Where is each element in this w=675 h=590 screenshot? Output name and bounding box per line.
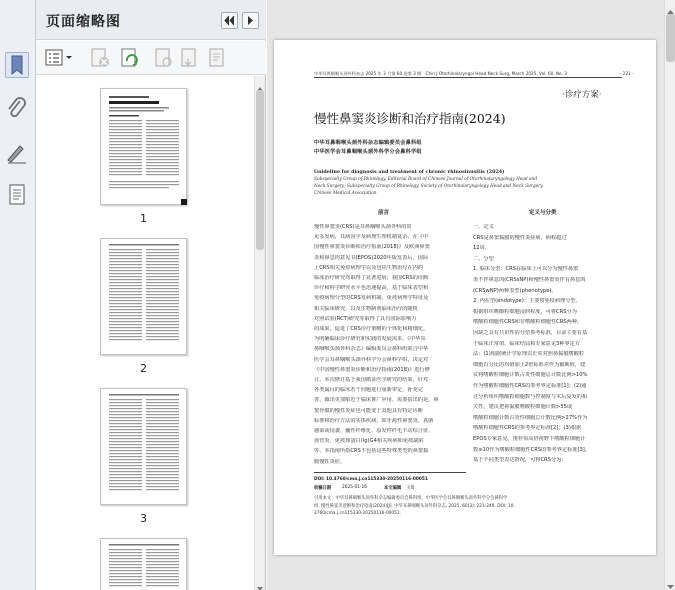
body-text-line: 1. 临床分型：CRS在临床上可以分为慢性鼻窦 (473, 266, 579, 273)
body-text-line: 《中国慢性鼻窦炎诊断和治疗指南(2018)》进行修 (314, 366, 430, 373)
page-properties-icon (206, 47, 228, 69)
document-page (274, 40, 656, 555)
body-text-line: 上CRS相关免疫病理学以及包括生物治疗在内的 (314, 264, 424, 271)
body-text-line: 过分析组织嗜酸粒细胞数与控制度与术后复发的相 (473, 393, 588, 400)
body-text-line: 慢性鼻窦炎(CRS)是耳鼻咽喉头颈外科的常 (314, 224, 412, 230)
page-thumbnail-4[interactable] (100, 538, 187, 590)
left-sidebar-toolbar (0, 0, 36, 590)
body-text-line: 嗜酸粒细胞性CRS的参考界定标准[2]；(3)根据 (473, 425, 582, 432)
thumbnail-label-3: 3 (140, 512, 147, 525)
thumbnail-options-icon (44, 47, 74, 69)
thumbnail-label-1: 1 (140, 212, 147, 225)
footer-received: 2025-01-16 (342, 485, 367, 490)
extract-page-icon (178, 47, 200, 69)
chevron-right-icon (243, 13, 258, 28)
running-header-right: · 221 · (620, 71, 634, 76)
body-text-line: 免疫病理分型的CRS发病机制、免疫病理学特征及 (314, 295, 429, 302)
section-tag: ·诊疗方案· (562, 90, 602, 100)
footer-citation-2: 组. 慢性鼻窦炎诊断和治疗指南(2024)[J]. 中华耳鼻咽喉头颈外科杂志, 2025, 60(3): 221-249. DOI: 10. (314, 504, 515, 509)
body-text-line: 细胞百分比的均值加上2倍标准差作为截断值，建 (473, 361, 586, 368)
panel-header (36, 0, 266, 40)
body-text-line: EPOS专家意见，推荐每高倍视野下嗜酸粒细胞计 (473, 436, 586, 442)
page-thumbnail-2[interactable] (100, 238, 187, 355)
body-text-line: 各类属目的临床若干问题进行重新审定，补充完 (314, 387, 423, 394)
body-text-line: 鼻咽喉头颈外科杂志》编辑委员会鼻科组联合中华 (314, 346, 429, 353)
body-text-line: 作为嗜酸粒细胞性CRS的参考界定标准[1]；(2)通 (473, 383, 587, 389)
body-text-line: 炎和鼻息肉意见书(EPOS)2020年版发表后，国际 (314, 254, 429, 261)
insert-page-button[interactable] (152, 47, 174, 69)
footer-doi: DOI: 10.3760/cma.j.cn115330-20250116-00051 (314, 477, 428, 482)
body-text-line: 标准和治疗方法的实体疾病，如牙源性鼻窦炎、真菌 (314, 417, 434, 424)
footer-citation-1: 引用本文：中华耳鼻咽喉头颈外科杂志编辑委员会鼻科组，中华医学会耳鼻咽喉头颈外科学分会鼻科学 (314, 496, 508, 501)
body-text-line: 临床治疗研究均取得了显著进展；我国CRS的诊断 (314, 275, 429, 281)
body-text-line: 善，做出更加贴近于临床推广应用。需要指出的是，鼻 (314, 397, 439, 404)
thumbnail-scrollbar[interactable] (254, 76, 265, 590)
bookmark-icon[interactable] (5, 52, 29, 78)
page-thumbnail-1[interactable] (100, 88, 187, 205)
document-view[interactable] (267, 0, 664, 590)
rotate-page-icon (118, 47, 142, 69)
footer-rule (314, 472, 466, 473)
delete-page-icon (88, 47, 112, 69)
doc-scroll-down-arrow-icon[interactable] (666, 577, 675, 586)
authors-line-1: 中华耳鼻咽喉头颈外科杂志编辑委员会鼻科组 (314, 140, 422, 146)
english-authors-3: Chinese Medical Association (314, 191, 377, 196)
document-scrollbar[interactable] (664, 0, 675, 590)
body-text-line: 2. 内在型(endotype)：主要按免疫病理分型。 (473, 298, 581, 305)
page-thumbnail-3[interactable] (100, 388, 187, 505)
thumbnail-list (45, 76, 250, 590)
rotate-page-button[interactable] (118, 47, 142, 69)
english-authors-2: Neck Surgery; Subspecialty Group of Rhinology, Society of Otorhinolaryngology Head and Neck Surgery, (314, 184, 544, 189)
delete-page-button[interactable] (88, 47, 112, 69)
body-text-line: 数≥10作为嗜酸粒细胞性CRS的参考界定标准[3]。 (473, 446, 591, 453)
current-page-marker (181, 199, 187, 205)
body-text-line: 感染或侵袭、囊性纤维化、原发性纤毛不动综合征、 (314, 428, 434, 434)
doc-scroll-thumb[interactable] (666, 14, 675, 62)
attachment-icon[interactable] (5, 96, 29, 122)
thumbnail-label-2: 2 (140, 362, 147, 375)
body-text-line: 为明确临床诊疗研究和实践的发展需求，《中华耳 (314, 336, 426, 343)
body-text-line: 对照试验(RCT)研究等取得了具有国际影响力 (314, 315, 417, 322)
footer-citation-3: 3760/cma.j.cn115330-20250116-00051. (314, 511, 401, 516)
authors-line-2: 中华医学会耳鼻咽喉头颈外科学分会鼻科学组 (314, 149, 422, 155)
body-text-line: 议将嗜酸粒细胞计数占炎性细胞总计数比例>10% (473, 372, 588, 379)
body-text-line: 膜慢性炎症。 (314, 458, 346, 465)
body-text-line: 见多发病，其病因学及病理生理机制复杂。在《中 (314, 234, 429, 241)
doc-scroll-up-arrow-icon[interactable] (666, 2, 675, 11)
body-text-line: CRS是鼻窦黏膜的慢性炎症病，病程超过 (473, 234, 567, 241)
running-header-left: 中华耳鼻咽喉头颈外科杂志 2025 年 3 月第 60 卷第 3 期 Chin J Otorhinolaryngol Head Neck Surg, March 2025, Vol. 60, No. 3 (314, 71, 567, 76)
body-text-line: 关性，建议把鼻黏膜嗜酸粒细胞计数>55或 (473, 404, 573, 411)
body-text-line: 法：(1)根据统计学原理以正常对照鼻黏膜嗜酸粒 (473, 351, 585, 358)
expand-panel-button[interactable] (242, 12, 259, 29)
footer-editor-label: 本文编辑 (384, 486, 402, 491)
right-section-heading: 定义与分类 (529, 210, 557, 216)
body-text-line: 12周。 (473, 245, 490, 252)
collapse-panel-button[interactable] (221, 12, 238, 29)
body-text-line: 一、定义 (473, 224, 494, 230)
insert-page-icon (152, 47, 174, 69)
signature-icon[interactable] (5, 140, 29, 166)
english-authors-1: Subspecialty Group of Rhinology, Editorial Board of Chinese Journal of Otorhinolaryngology Head and (314, 177, 538, 182)
body-text-line: 嗜酸粒细胞性CRS和非嗜酸粒细胞性CRS两种， (473, 319, 583, 326)
extract-page-button[interactable] (178, 47, 200, 69)
body-text-line: 订。本次修订基于我国循证医学研究的结果，针对 (314, 377, 429, 383)
body-text-line: 二、分型 (473, 255, 494, 262)
body-text-line: 嗜酸粒细胞计数占炎性细胞总计数比例>27%作为 (473, 414, 588, 421)
thumbnail-options-button[interactable] (44, 47, 74, 69)
body-text-line: 根据组织嗜酸粒细胞浸润程度，可将CRS分为 (473, 308, 577, 315)
panel-title: 页面缩略图 (46, 14, 121, 30)
body-text-line: 医学会耳鼻咽喉头颈外科学分会鼻科学组，决定对 (314, 356, 429, 363)
header-rule (314, 77, 622, 78)
thumbnail-panel (36, 0, 266, 590)
body-text-line: 的成果，促进了CRS诊疗策略的个体化和精细化。 (314, 326, 429, 332)
page-properties-button[interactable] (206, 47, 228, 69)
body-text-line: 相关临床研究，以及生物制剂临床治疗的随机 (314, 305, 418, 312)
body-text-line: 炎不伴鼻息肉(CRSsNP)和慢性鼻窦炎伴有鼻息肉 (473, 277, 586, 283)
scroll-down-arrow-icon[interactable] (256, 578, 264, 586)
body-text-line: 国慢性鼻窦炎诊断和治疗指南(2018)》及欧洲鼻窦 (314, 244, 430, 251)
body-text-line: 因缺乏具有共识性的分型参考标准，目前主要有基 (473, 330, 588, 336)
body-text-line: 等，本指南所指CRS不包括这些特殊类型的鼻窦黏 (314, 448, 429, 455)
english-title: Guideline for diagnosis and treatment of chronic rhinosinusitis (2024) (314, 169, 505, 175)
double-chevron-left-icon (222, 13, 237, 28)
page-layers-icon[interactable] (5, 182, 29, 208)
footer-received-label: 收稿日期 (314, 486, 332, 491)
article-title: 慢性鼻窦炎诊断和治疗指南(2024) (314, 111, 506, 126)
body-text-line: 诊疗和科学研究水平也迅速提高，基于临床表型和 (314, 285, 429, 292)
thumbnail-scroll-thumb[interactable] (256, 90, 264, 250)
body-text-line: 窦骨膜的慢性炎症也可能变于其他具有特定诊断 (314, 407, 423, 414)
body-text-line: 血管炎、免疫球蛋白(Ig)G4相关疾病和免疫缺陷 (314, 438, 424, 445)
preface-heading: 前言 (378, 210, 390, 216)
body-text-line: (CRSwNP)两种表型(phenotype)。 (473, 287, 557, 294)
footer-editor: 王琦 (406, 486, 415, 491)
thumbnail-toolbar (36, 41, 266, 75)
scroll-up-arrow-icon[interactable] (256, 78, 264, 86)
body-text-line: 基于不同类型表达情况，可将CRS分为： (473, 457, 567, 464)
body-text-line: 于临床正常值、临床结局和专家意见3种界定方 (473, 340, 581, 347)
